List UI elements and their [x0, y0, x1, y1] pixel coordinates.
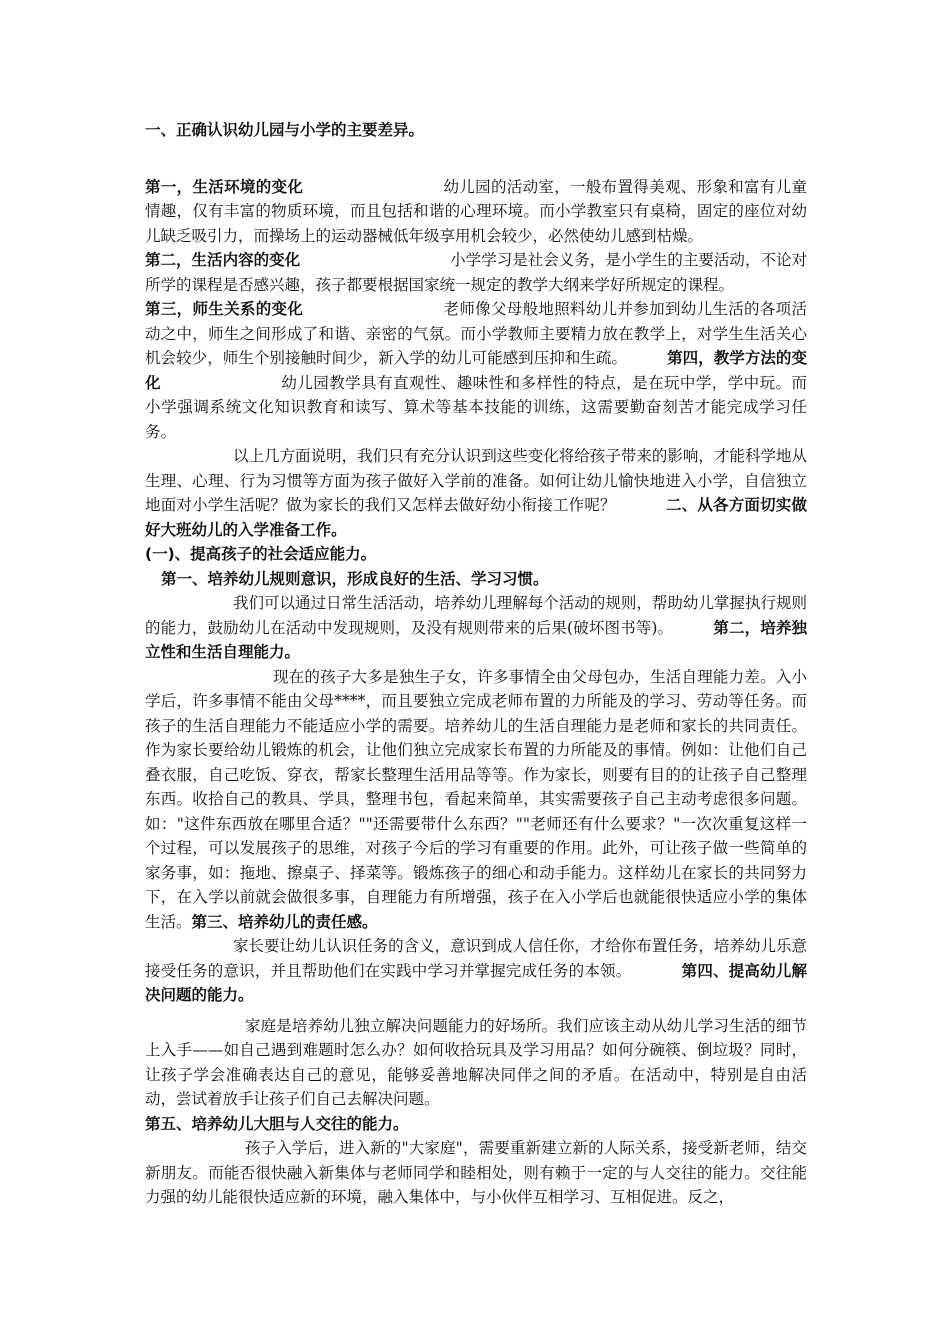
- point-5-title: 第五、培养幼儿大胆与人交往的能力。: [145, 1114, 409, 1133]
- heading-2: 二、从各方面切实做好大班幼儿的入学准备工作。: [145, 496, 807, 539]
- section-1-title: 第一，生活环境的变化: [145, 177, 304, 196]
- summary-paragraph: [145, 444, 807, 542]
- point-1: [145, 591, 807, 665]
- heading-1: 一、正确认识幼儿园与小学的主要差异。: [145, 121, 425, 139]
- summary-text: 以上几方面说明，我们只有充分认识到这些变化将给孩子带来的影响，才能科学地从生理、心理、行为习惯等方面为孩子做好入学前的准备。如何让幼儿愉快地进入小学，自信独立地面对小学生活呢？做为家长的我们又怎样去做好幼小衔接工作呢？: [145, 447, 807, 514]
- section-1: [145, 175, 807, 249]
- point-3-text: 家长要让幼儿认识任务的含义，意识到成人信任你，才给你布置任务，培养幼儿乐意接受任务的意识，并且帮助他们在实践中学习并掌握完成任务的本领。: [145, 937, 807, 980]
- point-3-title: 第三、培养幼儿的责任感。: [191, 912, 378, 931]
- section-4-text: 幼儿园教学具有直观性、趣味性和多样性的特点，是在玩中学，学中玩。而小学强调系统文化知识教育和读写、算术等基本技能的训练，这需要勤奋刻苦才能完成学习任务。: [145, 373, 807, 441]
- point-1-title: 第一、培养幼儿规则意识，形成良好的生活、学习习惯。: [161, 569, 549, 588]
- point-1-text: 我们可以通过日常生活活动，培养幼儿理解每个活动的规则，帮助幼儿掌握执行规则的能力，鼓励幼儿在活动中发现规则，及没有规则带来的后果(破坏图书等)。: [145, 594, 807, 637]
- point-5: [145, 1136, 807, 1210]
- section-3-text: 老师像父母般地照料幼儿并参加到幼儿生活的各项活动之中，师生之间形成了和谐、亲密的气氛。而小学教师主要精力放在教学上，对学生生活关心机会较少，师生个别接触时间少，新入学的幼儿可能感到压抑和生疏。: [145, 300, 807, 367]
- point-5-text: 孩子入学后，进入新的"大家庭"，需要重新建立新的人际关系，接受新老师，结交新朋友。而能否很快融入新集体与老师同学和睦相处，则有赖于一定的与人交往的能力。交往能力强的幼儿能很快适应新的环境，融入集体中，与小伙伴互相学习、互相促进。反之，: [145, 1139, 807, 1206]
- section-3-title: 第三，师生关系的变化: [145, 300, 304, 318]
- section-2-title: 第二，生活内容的变化: [145, 251, 301, 269]
- point-2-text: 现在的孩子大多是独生子女，许多事情全由父母包办，生活自理能力差。入小学后，许多事情不能由父母****，而且要独立完成老师布置的力所能及的学习、劳动等任务。而孩子的生活自理能力不能适应小学的需要。培养幼儿的生活自理能力是老师和家长的共同责任。作为家长要给幼儿锻炼的机会，让他们独立完成家长布置的力所能及的事情。例如：让他们自己叠衣服，自己吃饭、穿衣，帮家长整理生活用品等等。作为家长，则要有目的的让孩子自己整理东西。收拾自己的教具、学具，整理书包，看起来简单，其实需要孩子自己主动考虑很多问题。如："这件东西放在哪里合适？""还需要带什么东西？""老师还有什么要求？"一次次重复这样一个过程，可以发展孩子的思维，对孩子今后的学习有重要的作用。此外，可让孩子做一些简单的家务事，如：拖地、擦桌子、择菜等。锻炼孩子的细心和动手能力。这样幼儿在家长的共同努力下，在入学以前就会做很多事，自理能力有所增强，孩子在入小学后也就能很快适应小学的集体生活。: [145, 667, 807, 931]
- section-2: [145, 248, 807, 297]
- document-page: [145, 118, 807, 1210]
- section-4-title: 第四，教学方法的变化: [145, 349, 807, 392]
- section-3: [145, 297, 807, 444]
- point-4: [145, 1014, 807, 1112]
- point-4-title: 第四、提高幼儿解决问题的能力。: [145, 961, 807, 1004]
- spacer: [145, 143, 807, 175]
- subheading-1: (一)、提高孩子的社会适应能力。: [145, 545, 377, 563]
- section-1-text: 幼儿园的活动室，一般布置得美观、形象和富有儿童情趣，仅有丰富的物质环境，而且包括和谐的心理环境。而小学教室只有桌椅，固定的座位对幼儿缺乏吸引力，而操场上的运动器械低年级享用机会较少，必然使幼儿感到枯燥。: [145, 177, 807, 245]
- point-2-title: 第二，培养独立性和生活自理能力。: [145, 618, 807, 661]
- point-2: [145, 665, 807, 935]
- point-4-text: 家庭是培养幼儿独立解决问题能力的好场所。我们应该主动从幼儿学习生活的细节上入手——如自己遇到难题时怎么办？如何收拾玩具及学习用品？如何分碗筷、倒垃圾？同时，让孩子学会准确表达自己的意见，能够妥善地解决同伴之间的矛盾。在活动中，特别是自由活动，尝试着放手让孩子们自己去解决问题。: [145, 1016, 807, 1108]
- point-3: [145, 934, 807, 1008]
- section-2-text: 小学学习是社会义务，是小学生的主要活动，不论对所学的课程是否感兴趣，孩子都要根据国家统一规定的教学大纲来学好所规定的课程。: [145, 251, 807, 294]
